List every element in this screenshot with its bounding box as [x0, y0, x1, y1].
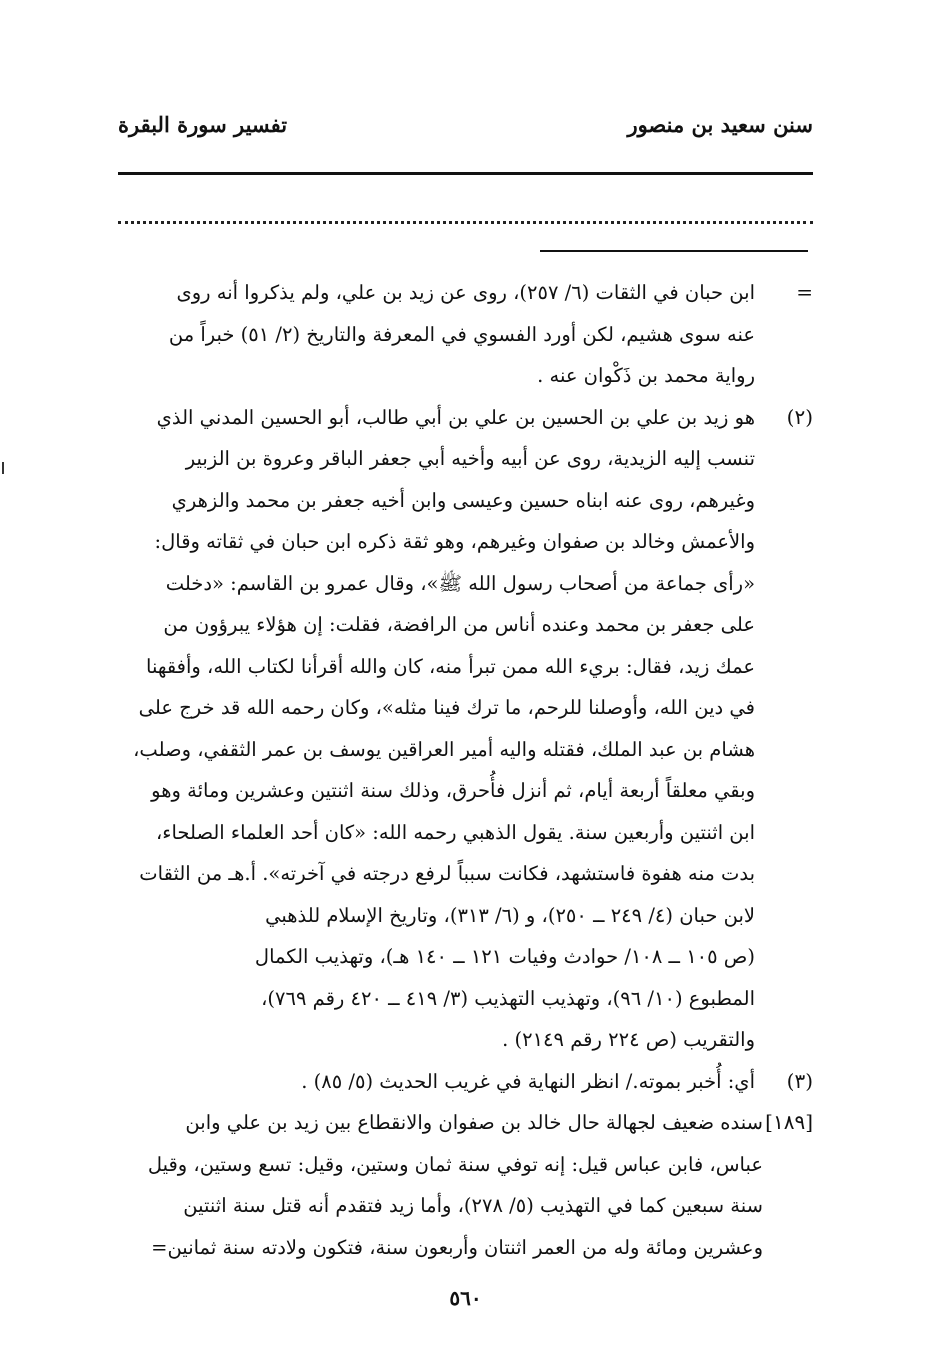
footnote-marker: [١٨٩] [765, 1110, 813, 1134]
running-header [118, 112, 813, 152]
text-line: عنه سوى هشيم، لكن أورد الفسوي في المعرفة والتاريخ (٢/ ٥١) خبراً من [168, 322, 755, 346]
book-title: سنن سعيد بن منصور [627, 112, 813, 137]
text-line: في دين الله، وأوصلنا للرحم، ما ترك فينا مثله»، وكان رحمه الله قد خرج على [138, 696, 755, 719]
text-line: سنة سبعين كما في التهذيب (٥/ ٢٧٨)، وأما زيد فتقدم أنه قتل سنة اثنتين [183, 1194, 763, 1217]
text-line: رواية محمد بن ذَكْوان عنه . [537, 364, 755, 387]
text-line: عمك زيد، فقال: بريء الله ممن تبرأ منه، كان والله أقرأنا لكتاب الله، وأفقهنا [146, 654, 755, 678]
chapter-title: تفسير سورة البقرة [118, 112, 288, 137]
text-line: ابن حبان في الثقات (٦/ ٢٥٧)، روى عن زيد بن علي، ولم يذكروا أنه روى [176, 281, 755, 304]
footnote-2 [118, 397, 813, 1061]
footnote-text [118, 1061, 755, 1103]
header-rule [118, 172, 813, 175]
text-line: على جعفر بن محمد وعنده أناس من الرافضة، فقلت: إن هؤلاء يبرؤون من [163, 613, 755, 636]
text-line: لابن حبان (٤/ ٢٤٩ ــ ٢٥٠)، و (٦/ ٣١٣)، وتاريخ الإسلام للذهبي [265, 903, 755, 927]
text-line: تنسب إليه الزيدية، روى عن أبيه وأخيه أبي جعفر الباقر وعروة بن الزبير [185, 447, 755, 470]
footnote-marker: = [796, 280, 813, 304]
footnote-marker: (٢) [786, 404, 813, 429]
footnote-continued [118, 272, 813, 397]
text-line: «رأى جماعة من أصحاب رسول الله ﷺ»، وقال عمرو بن القاسم: «دخلت [165, 571, 755, 595]
text-line: والأعمش وخالد بن صفوان وغيرهم، وهو ثقة ذكره ابن حبان في ثقاته وقال: [154, 530, 755, 553]
dotted-separator [118, 203, 813, 224]
footnote-text [118, 1102, 763, 1268]
footnote-text [118, 397, 755, 1061]
text-line: وبقي معلقاً أربعة أيام، ثم أنزل فأُحرق، وذلك سنة اثنتين وعشرين ومائة وهو [151, 779, 755, 802]
text-line: هو زيد بن علي بن الحسين بن علي بن أبي طالب، أبو الحسين المدني الذي [156, 405, 755, 429]
footnote-marker: (٣) [786, 1068, 813, 1093]
text-line: (ص ١٠٥ ــ ١٠٨/ حوادث وفيات ١٢١ ــ ١٤٠ هـ)، وتهذيب الكمال [254, 945, 755, 968]
text-line: أي: أُخبر بموته./ انظر النهاية في غريب الحديث (٥/ ٨٥) . [301, 1069, 755, 1093]
text-line: المطبوع (١٠/ ٩٦)، وتهذيب التهذيب (٣/ ٤١٩ ــ ٤٢٠ رقم ٧٦٩)، [261, 986, 755, 1010]
text-line: والتقريب (ص ٢٢٤ رقم ٢١٤٩) . [502, 1028, 755, 1051]
footnotes [118, 272, 813, 1268]
text-line: وعشرين ومائة وله من العمر اثنتان وأربعون سنة، فتكون ولادته سنة ثمانين= [151, 1235, 763, 1259]
footnote-text [118, 272, 755, 397]
scan-edge-mark [2, 462, 4, 474]
footnote-rule [540, 250, 808, 252]
text-line: عباس، فابن عباس قيل: إنه توفي سنة ثمان وستين، وقيل: تسع وستين، وقيل [147, 1152, 763, 1176]
text-line: ابن اثنتين وأربعين سنة. يقول الذهبي رحمه الله: «كان أحد العلماء الصلحاء، [156, 820, 755, 844]
text-line: بدت منه هفوة فاستشهد، فكانت سبباً لرفع درجته في آخرته». أ.هـ من الثقات [139, 862, 755, 885]
text-line: وغيرهم، روى عنه ابناه حسين وعيسى وابن أخيه جعفر بن محمد والزهري [171, 488, 755, 512]
text-line: هشام بن عبد الملك، فقتله واليه أمير العراقين يوسف بن عمر الثقفي، وصلب، [133, 737, 755, 761]
footnote-3 [118, 1061, 813, 1103]
footnote-189 [118, 1102, 813, 1268]
page-number: ٥٦٠ [449, 1286, 482, 1310]
text-line: سنده ضعيف لجهالة حال خالد بن صفوان والانقطاع بين زيد بن علي وابن [185, 1111, 763, 1134]
